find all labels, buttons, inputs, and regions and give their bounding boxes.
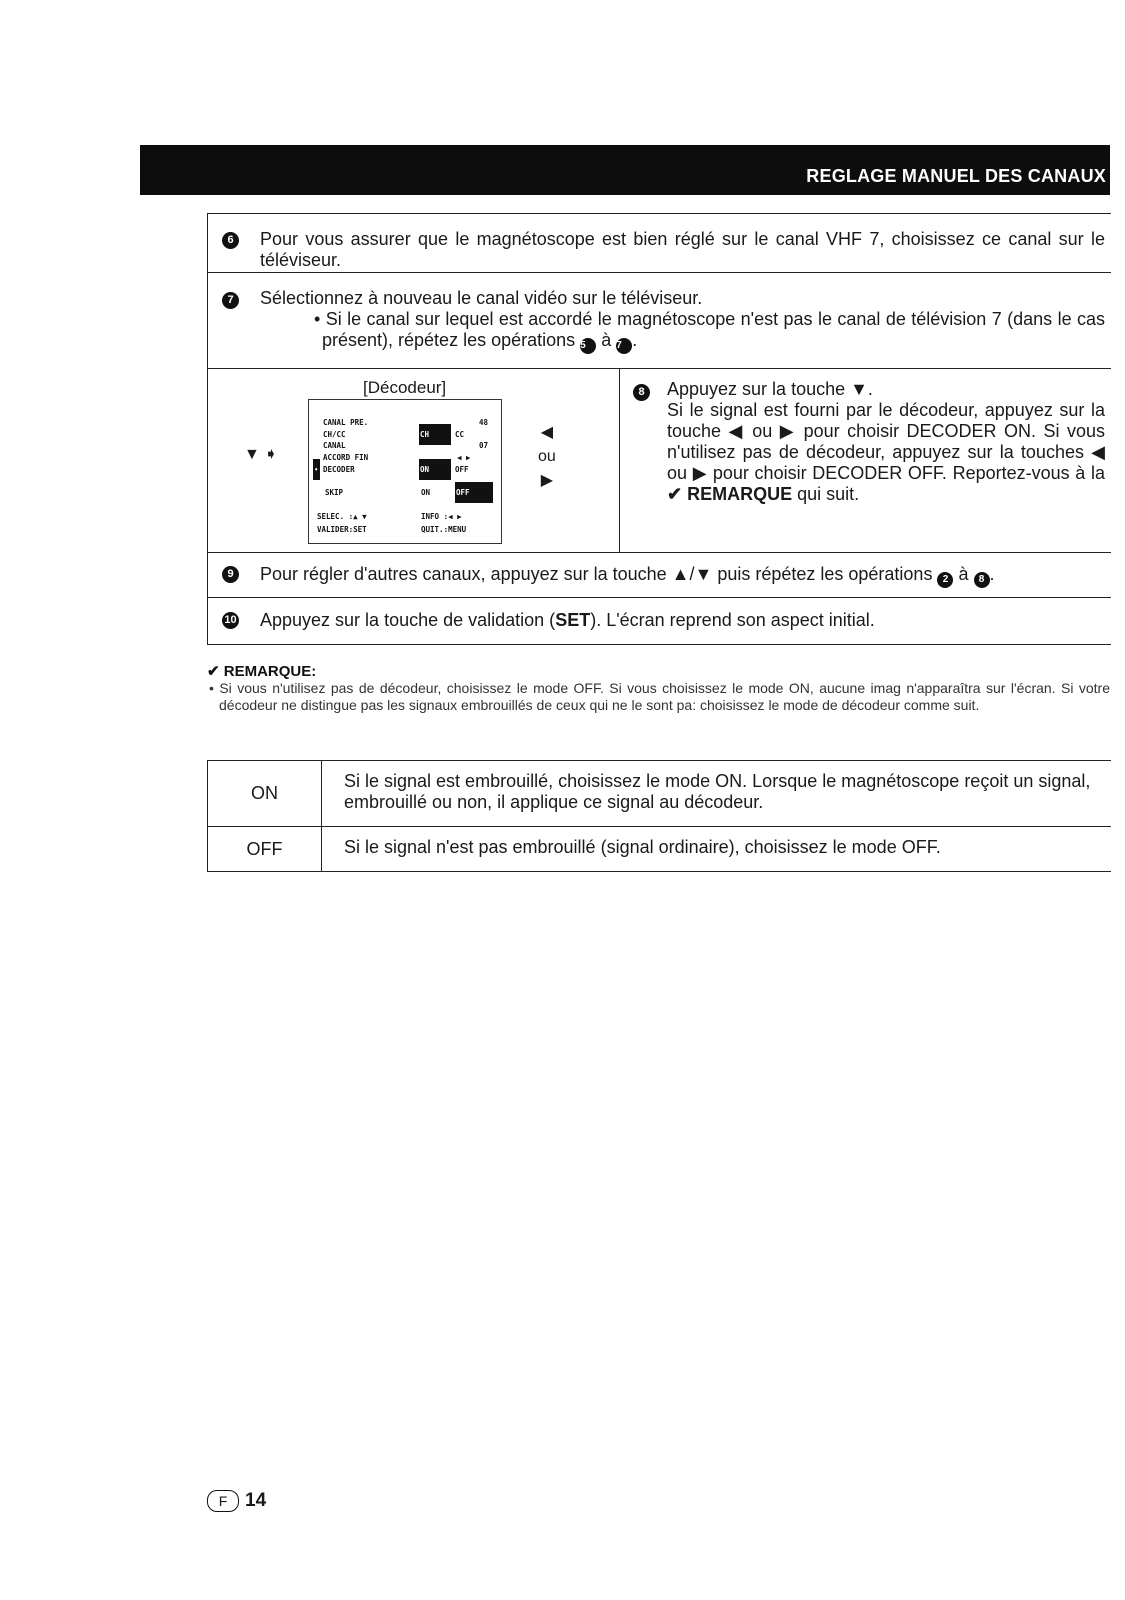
step-text: Pour régler d'autres canaux, appuyez sur la touche ▲/▼ puis répétez les opérations	[260, 564, 933, 584]
step-bullet: • Si le canal sur lequel est accordé le magnétoscope n'est pas le canal de télévision 7 (dans le cas présent), répétez les opérations 5 à 7 .	[260, 309, 1105, 354]
osd-selected: CH	[419, 424, 451, 445]
osd-selected: OFF	[455, 482, 493, 503]
remark-section: ✔ REMARQUE: • Si vous n'utilisez pas de décodeur, choisissez le mode OFF. Si vous choisissez le mode ON, aucune imag n'apparaîtra sur l'écran. Si votre décodeur ne distingue pas les signaux embrouillés de ceux qui ne le sont pa: choisissez le mode de décodeur comme suit.	[207, 663, 1110, 713]
step-ref-number: 7	[616, 338, 632, 354]
table-row	[208, 827, 1111, 871]
language-mark: F	[207, 1490, 239, 1512]
step-7	[208, 273, 1111, 369]
left-arrow-icon: ◀	[540, 424, 554, 441]
osd-selected: ON	[419, 459, 451, 480]
step-10: 10 Appuyez sur la touche de validation (SET). L'écran reprend son aspect initial.	[208, 598, 1111, 644]
table-row	[208, 761, 1111, 827]
down-arrow-icon: ▼ ➧	[244, 446, 278, 463]
step-ref-number: 8	[974, 572, 990, 588]
osd-screen	[308, 399, 502, 544]
step-number: 8	[633, 384, 650, 401]
osd-hint: QUIT.:MENU	[421, 525, 467, 534]
osd-hint: SELEC. :▲ ▼	[317, 512, 367, 521]
osd-cursor-icon: ➧	[313, 459, 320, 480]
steps-box	[207, 213, 1111, 645]
section-title: REGLAGE MANUEL DES CANAUX	[806, 166, 1106, 186]
description-cell: Si le signal est embrouillé, choisissez le mode ON. Lorsque le magnétoscope reçoit un signal, embrouillé ou non, il applique ce signal au décodeur.	[344, 771, 1091, 812]
step-number: 10	[222, 612, 239, 629]
osd-hint: VALIDER:SET	[317, 525, 367, 534]
page-number: 14	[245, 1490, 267, 1511]
step-text: Sélectionnez à nouveau le canal vidéo sur le téléviseur.	[260, 288, 703, 308]
osd-illustration	[208, 369, 620, 552]
step-text: Pour vous assurer que le magnétoscope est bien réglé sur le canal VHF 7, choisissez ce canal sur le téléviseur.	[260, 229, 1105, 270]
osd-label: SKIP	[325, 488, 344, 497]
osd-value: OFF	[455, 465, 469, 474]
step-number: 7	[222, 292, 239, 309]
osd-label: CANAL PRE.	[323, 418, 369, 427]
step-number: 9	[222, 566, 239, 583]
osd-label: DECODER	[323, 465, 355, 474]
step-8-text-column: 8 Appuyez sur la touche ▼. Si le signal est fourni par le décodeur, appuyez sur la touche ◀ ou ▶ pour choisir DECODER ON. Si vous n'utilisez pas de décodeur, appuyez sur la touches ◀ ou ▶ pour choisir DECODER OFF. Reportez-vous à la ✔ REMARQUE qui suit.	[619, 369, 1111, 552]
step-8	[208, 369, 1111, 553]
right-arrow-icon: ▶	[540, 472, 554, 489]
step-6	[208, 214, 1111, 273]
osd-title: [Décodeur]	[363, 378, 447, 397]
set-key-label: SET	[555, 610, 591, 630]
step-text: Si le signal est fourni par le décodeur, appuyez sur la touche ◀ ou ▶ pour choisir DECODER ON. Si vous n'utilisez pas de décodeur, appuyez sur la touches ◀ ou ▶ pour choisir DECODER OFF. Reportez-vous à la	[667, 400, 1105, 483]
remark-text: Si vous n'utilisez pas de décodeur, choisissez le mode OFF. Si vous choisissez le mode ON, aucune imag n'apparaîtra sur l'écran. Si votre décodeur ne distingue pas les signaux embrouillés de ceux qui ne le sont pa: choisissez le mode de décodeur comme suit.	[219, 680, 1110, 713]
step-ref-number: 5	[580, 338, 596, 354]
section-header-bar	[140, 145, 1110, 195]
osd-hint: INFO :◀ ▶	[421, 512, 462, 521]
or-label: ou	[538, 448, 556, 465]
step-ref-number: 2	[937, 572, 953, 588]
osd-value: 48	[479, 418, 489, 427]
step-number: 6	[222, 232, 239, 249]
step-9: 9 Pour régler d'autres canaux, appuyez sur la touche ▲/▼ puis répétez les opérations 2 à 8 .	[208, 553, 1111, 598]
decoder-mode-table	[207, 760, 1111, 872]
osd-side-arrows	[538, 421, 556, 493]
osd-value: ◀ ▶	[457, 453, 471, 462]
mode-cell: OFF	[208, 827, 322, 871]
remark-title: ✔ REMARQUE:	[207, 663, 317, 680]
osd-value: 07	[479, 441, 489, 450]
remark-reference: ✔ REMARQUE	[667, 484, 793, 504]
description-cell: Si le signal n'est pas embrouillé (signal ordinaire), choisissez le mode OFF.	[344, 837, 941, 857]
osd-value: CC	[455, 430, 465, 439]
page-footer	[207, 1490, 266, 1512]
osd-label: CH/CC	[323, 430, 346, 439]
step-text: Appuyez sur la touche ▼.	[667, 379, 873, 399]
osd-value: ON	[421, 488, 431, 497]
mode-cell: ON	[208, 761, 322, 826]
osd-label: CANAL	[323, 441, 346, 450]
osd-label: ACCORD FIN	[323, 453, 369, 462]
